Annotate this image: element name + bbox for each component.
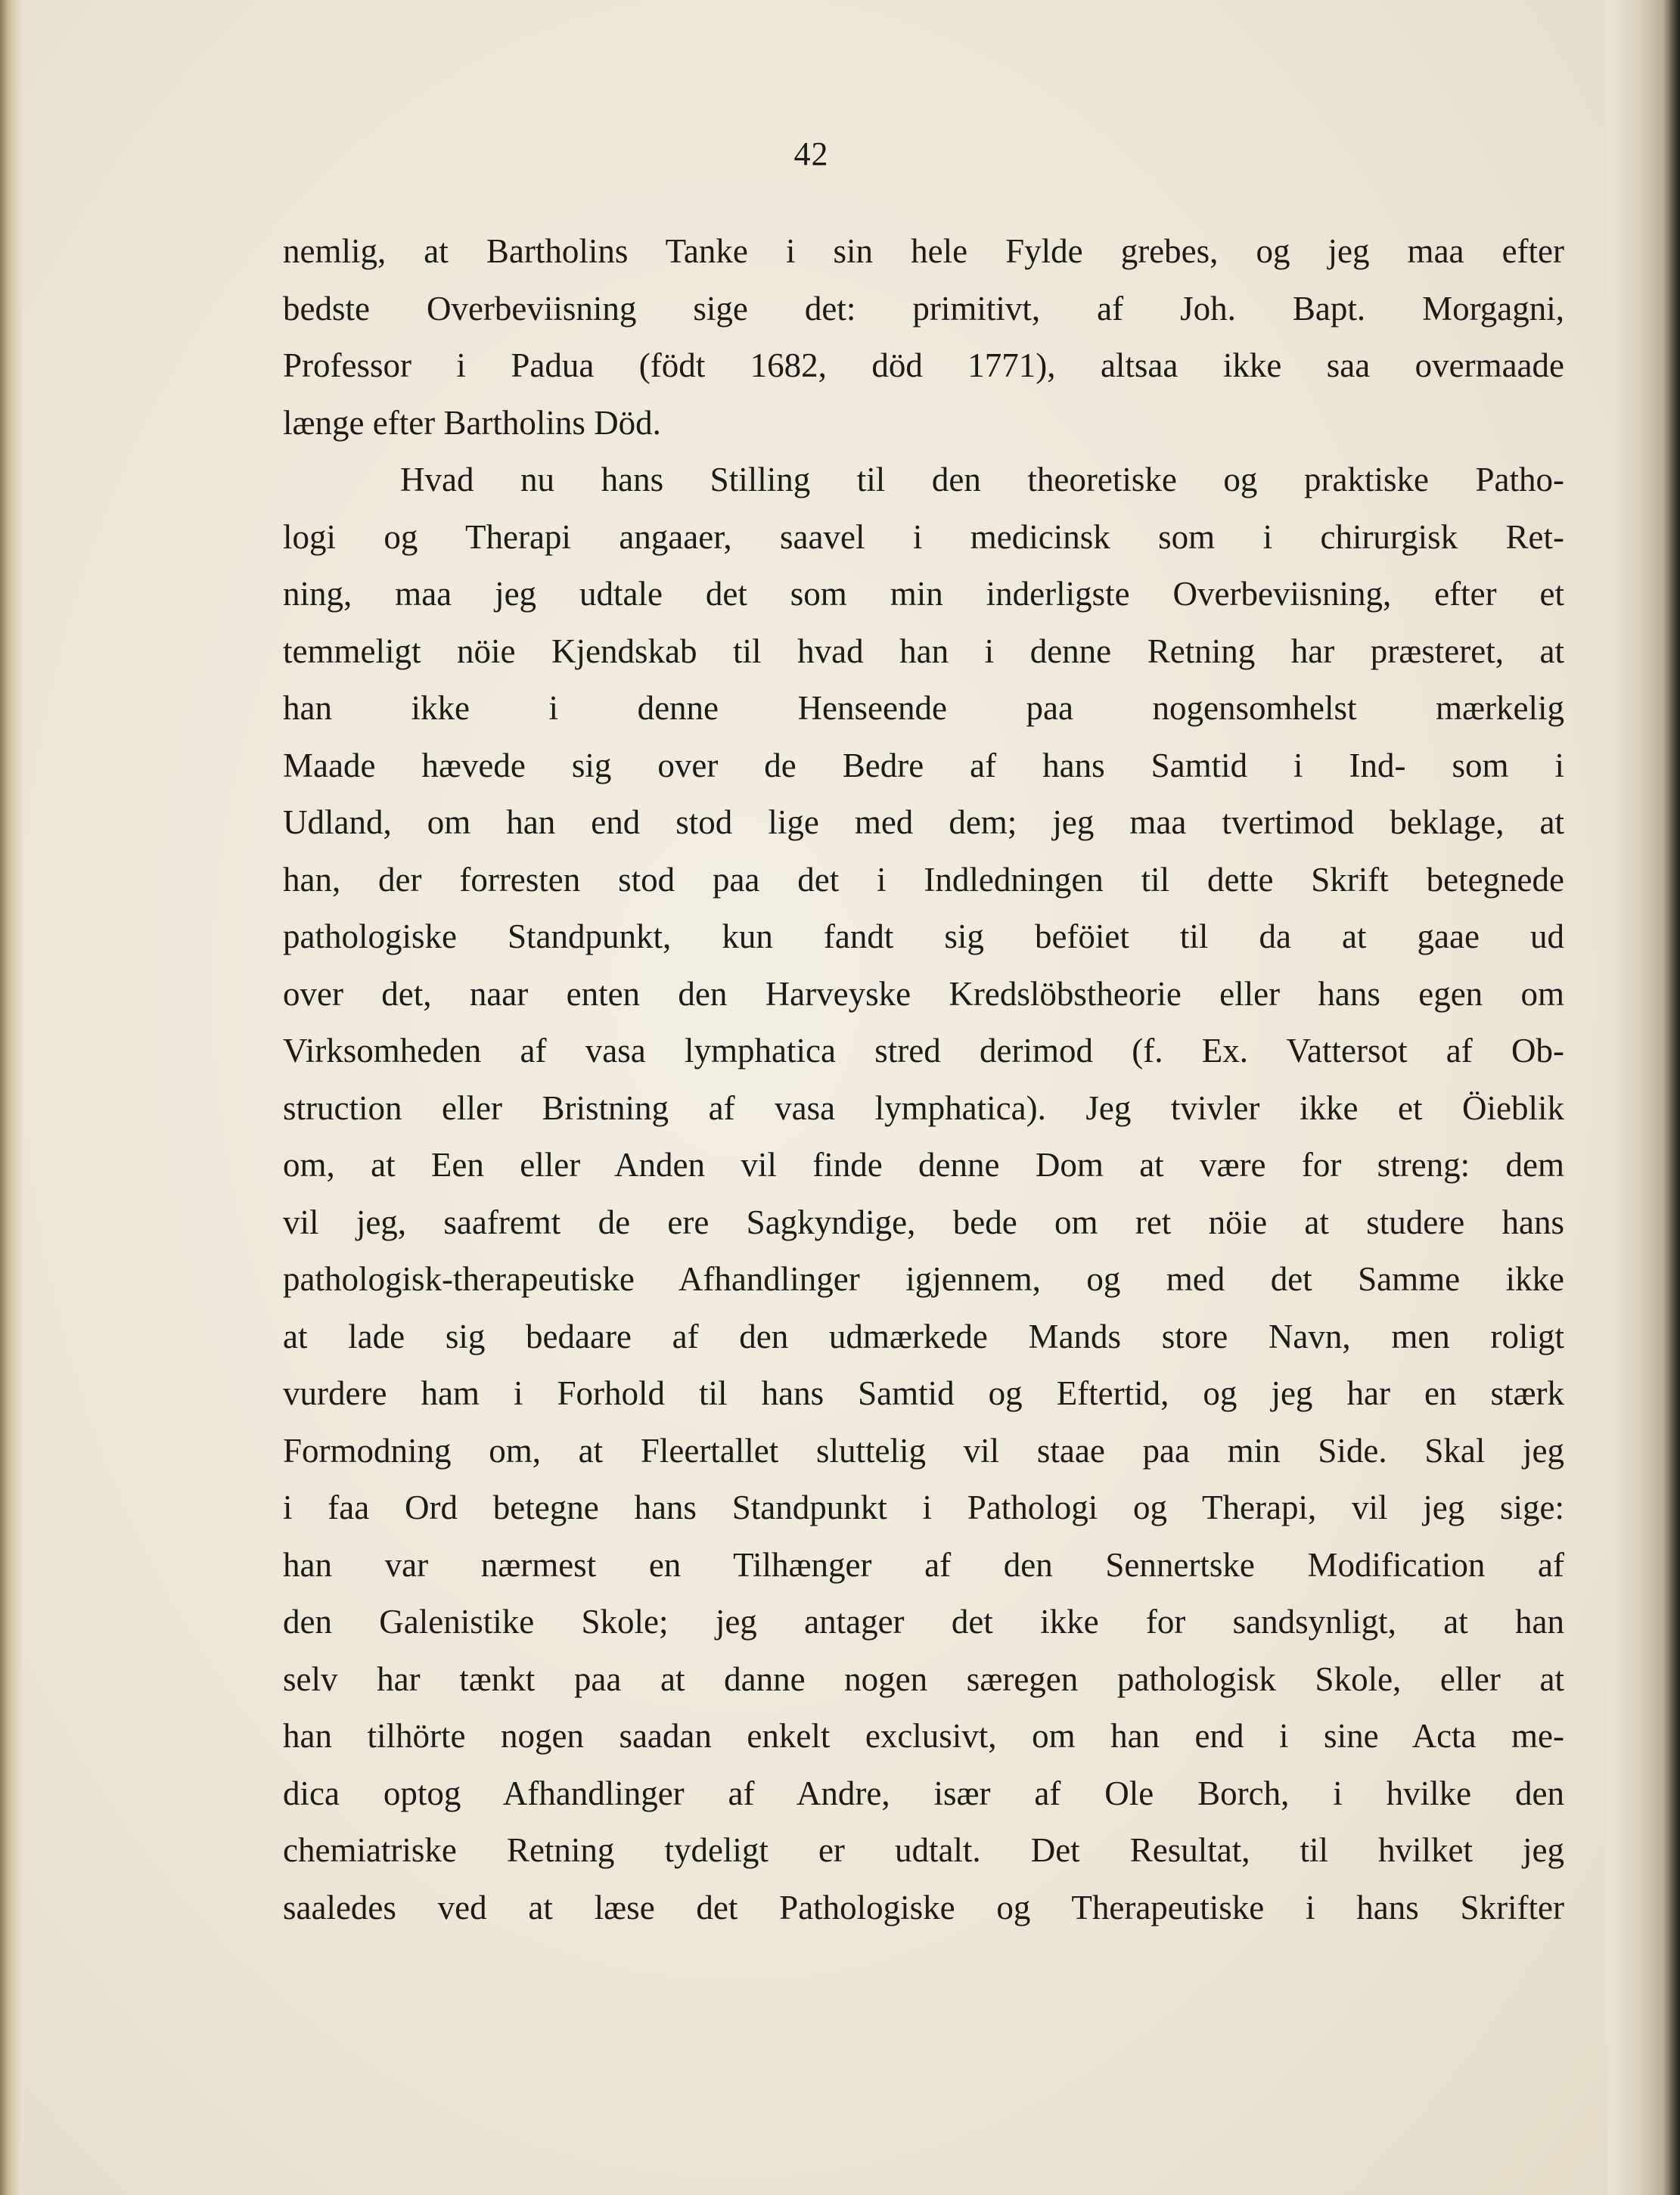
text-line: temmeligt nöie Kjendskab til hvad han i denne Retning har præsteret, at bbox=[283, 632, 1564, 670]
text-line: nemlig, at Bartholins Tanke i sin hele Fylde grebes, og jeg maa efter bbox=[283, 232, 1564, 270]
text-line: logi og Therapi angaaer, saavel i medicinsk som i chirurgisk Ret- bbox=[283, 517, 1564, 556]
body-text bbox=[283, 223, 1564, 1936]
text-line: at lade sig bedaare af den udmærkede Mands store Navn, men roligt bbox=[283, 1317, 1564, 1355]
text-line: bedste Overbeviisning sige det: primitivt, af Joh. Bapt. Morgagni, bbox=[283, 289, 1564, 328]
book-spine-edge bbox=[0, 0, 23, 2195]
text-line: vurdere ham i Forhold til hans Samtid og Eftertid, og jeg har en stærk bbox=[283, 1374, 1564, 1412]
text-line: han ikke i denne Henseende paa nogensomhelst mærkelig bbox=[283, 689, 1564, 727]
page-number: 42 bbox=[793, 135, 829, 172]
text-line: pathologisk-therapeutiske Afhandlinger igjennem, og med det Samme ikke bbox=[283, 1260, 1564, 1298]
text-line: den Galenistike Skole; jeg antager det ikke for sandsynligt, at han bbox=[283, 1603, 1564, 1641]
text-line: struction eller Bristning af vasa lymphatica). Jeg tvivler ikke et Öieblik bbox=[283, 1088, 1564, 1127]
text-line: længe efter Bartholins Död. bbox=[283, 403, 661, 442]
text-line: Maade hævede sig over de Bedre af hans Samtid i Ind- som i bbox=[283, 746, 1564, 784]
text-line: om, at Een eller Anden vil finde denne Dom at være for streng: dem bbox=[283, 1146, 1564, 1184]
text-line: Udland, om han end stod lige med dem; jeg maa tvertimod beklage, at bbox=[283, 803, 1564, 841]
text-line: chemiatriske Retning tydeligt er udtalt. Det Resultat, til hvilket jeg bbox=[283, 1831, 1564, 1869]
text-line: vil jeg, saafremt de ere Sagkyndige, bede om ret nöie at studere hans bbox=[283, 1203, 1564, 1241]
text-line: dica optog Afhandlinger af Andre, især af Ole Borch, i hvilke den bbox=[283, 1774, 1564, 1812]
text-line: saaledes ved at læse det Pathologiske og Therapeutiske i hans Skrifter bbox=[283, 1888, 1564, 1926]
text-line: Formodning om, at Fleertallet sluttelig vil staae paa min Side. Skal jeg bbox=[283, 1431, 1564, 1470]
text-line: Virksomheden af vasa lymphatica stred derimod (f. Ex. Vattersot af Ob- bbox=[283, 1032, 1564, 1070]
text-line: Hvad nu hans Stilling til den theoretiske og praktiske Patho- bbox=[400, 461, 1564, 498]
page-edge-shadow bbox=[1612, 0, 1680, 2195]
text-line: over det, naar enten den Harveyske Kredslöbstheorie eller hans egen om bbox=[283, 974, 1564, 1013]
text-line: Professor i Padua (födt 1682, död 1771), altsaa ikke saa overmaade bbox=[283, 346, 1564, 384]
text-line: i faa Ord betegne hans Standpunkt i Pathologi og Therapi, vil jeg sige: bbox=[283, 1489, 1564, 1526]
text-line: selv har tænkt paa at danne nogen særegen pathologisk Skole, eller at bbox=[283, 1659, 1564, 1698]
text-line: ning, maa jeg udtale det som min inderligste Overbeviisning, efter et bbox=[283, 575, 1564, 613]
text-line: han, der forresten stod paa det i Indledningen til dette Skrift betegnede bbox=[283, 860, 1564, 899]
text-line: han tilhörte nogen saadan enkelt exclusivt, om han end i sine Acta me- bbox=[283, 1717, 1564, 1755]
text-line: han var nærmest en Tilhænger af den Sennertske Modification af bbox=[283, 1545, 1564, 1584]
text-line: pathologiske Standpunkt, kun fandt sig beföiet til da at gaae ud bbox=[283, 917, 1564, 955]
